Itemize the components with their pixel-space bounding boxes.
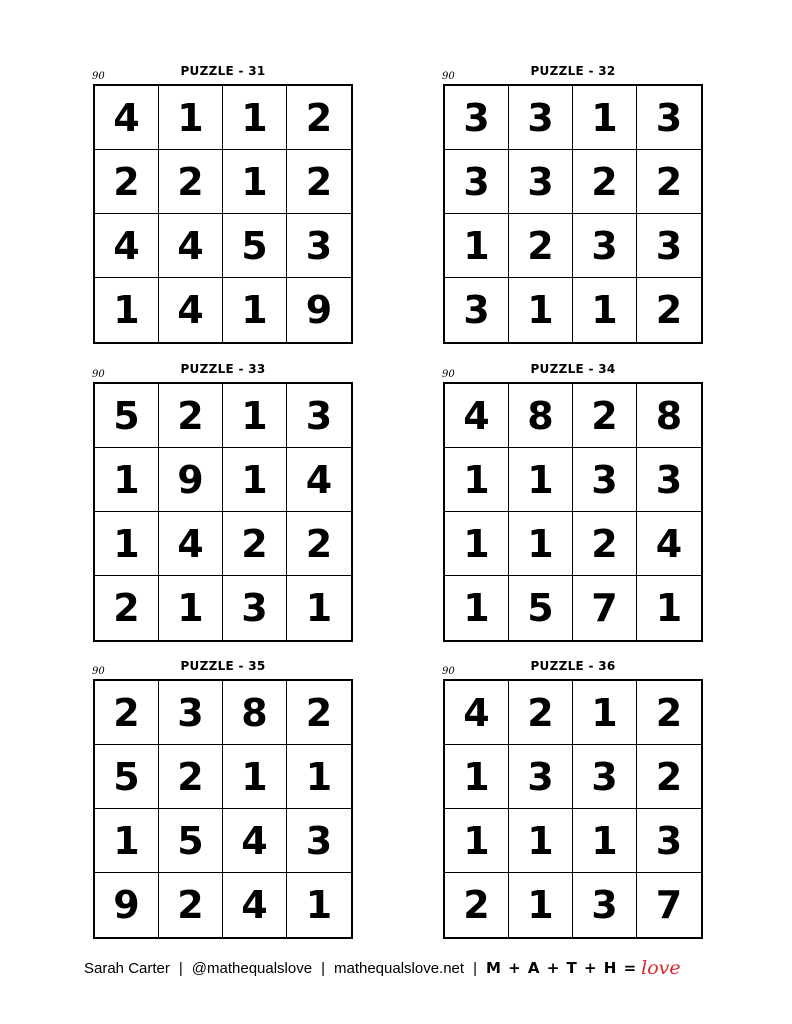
- grid-cell: 1: [445, 745, 509, 809]
- grid-cell: 8: [223, 681, 287, 745]
- target-number: 90: [92, 666, 105, 677]
- grid-cell: 1: [223, 745, 287, 809]
- grid-cell: 2: [287, 86, 351, 150]
- grid-cell: 1: [509, 809, 573, 873]
- grid-cell: 8: [509, 384, 573, 448]
- grid-cell: 3: [509, 86, 573, 150]
- puzzle-36: [443, 659, 703, 939]
- target-number: 90: [442, 666, 455, 677]
- grid-cell: 2: [573, 512, 637, 576]
- number-grid: [93, 679, 353, 939]
- grid-cell: 2: [159, 150, 223, 214]
- number-grid: [93, 84, 353, 344]
- grid-cell: 1: [159, 576, 223, 640]
- puzzle-title: PUZZLE - 32: [530, 64, 616, 78]
- target-number: 90: [92, 369, 105, 380]
- grid-cell: 2: [445, 873, 509, 937]
- grid-cell: 1: [305, 883, 333, 927]
- grid-cell: 4: [637, 512, 701, 576]
- grid-cell: 2: [655, 288, 683, 332]
- grid-cell: 3: [573, 745, 637, 809]
- grid-cell: 2: [637, 745, 701, 809]
- grid-cell: 4: [445, 681, 509, 745]
- puzzle-title: PUZZLE - 35: [180, 659, 266, 673]
- grid-cell: 2: [95, 576, 159, 640]
- grid-cell: 3: [637, 214, 701, 278]
- grid-cell: 1: [223, 278, 287, 342]
- grid-cell: 1: [573, 86, 637, 150]
- puzzle-title: PUZZLE - 36: [530, 659, 616, 673]
- grid-cell: 2: [637, 681, 701, 745]
- grid-cell: 3: [509, 745, 573, 809]
- grid-cell: 3: [573, 448, 637, 512]
- grid-cell: 5: [95, 384, 159, 448]
- grid-cell: 2: [159, 384, 223, 448]
- footer-separator: |: [473, 959, 477, 977]
- grid-cell: 1: [223, 86, 287, 150]
- grid-cell: 2: [287, 150, 351, 214]
- grid-cell: 4: [159, 278, 223, 342]
- grid-cell: 3: [445, 278, 509, 342]
- grid-cell: 1: [573, 809, 637, 873]
- grid-cell: 3: [445, 150, 509, 214]
- number-grid: [443, 84, 703, 344]
- number-grid: [93, 382, 353, 642]
- grid-cell: 4: [445, 384, 509, 448]
- grid-cell: 1: [445, 448, 509, 512]
- grid-cell: 5: [159, 809, 223, 873]
- puzzle-33: [93, 362, 353, 642]
- grid-cell: 2: [223, 512, 287, 576]
- grid-cell: 3: [573, 873, 637, 937]
- grid-cell: 2: [509, 214, 573, 278]
- grid-cell: 1: [509, 873, 573, 937]
- footer-separator: |: [321, 959, 325, 977]
- grid-cell: 3: [637, 448, 701, 512]
- math-equals-love-logo: M + A + T + H =: [485, 959, 638, 977]
- puzzle-34: [443, 362, 703, 642]
- puzzle-35: [93, 659, 353, 939]
- grid-cell: 1: [573, 278, 637, 342]
- grid-cell: 2: [637, 150, 701, 214]
- grid-cell: 2: [95, 681, 159, 745]
- grid-cell: 4: [223, 873, 287, 937]
- puzzle-title: PUZZLE - 33: [180, 362, 266, 376]
- grid-cell: 3: [287, 214, 351, 278]
- target-number: 90: [442, 71, 455, 82]
- grid-cell: 1: [95, 512, 159, 576]
- grid-cell: 4: [223, 809, 287, 873]
- grid-cell: 4: [95, 86, 159, 150]
- grid-cell: 1: [573, 681, 637, 745]
- grid-cell: 1: [95, 278, 159, 342]
- grid-cell: 3: [509, 150, 573, 214]
- number-grid: [443, 679, 703, 939]
- grid-cell: 1: [509, 512, 573, 576]
- grid-cell: 3: [637, 86, 701, 150]
- puzzle-32: [443, 64, 703, 344]
- grid-cell: 5: [95, 745, 159, 809]
- puzzle-title: PUZZLE - 34: [530, 362, 616, 376]
- grid-cell: 2: [287, 512, 351, 576]
- grid-cell: 3: [445, 86, 509, 150]
- grid-cell: 3: [573, 214, 637, 278]
- grid-cell: 1: [445, 809, 509, 873]
- grid-cell: 2: [287, 681, 351, 745]
- grid-cell: 3: [223, 576, 287, 640]
- grid-cell: 1: [223, 448, 287, 512]
- love-script-logo: love: [641, 957, 681, 979]
- grid-cell: 4: [159, 214, 223, 278]
- grid-cell: 1: [509, 448, 573, 512]
- grid-cell: 3: [637, 809, 701, 873]
- grid-cell: 5: [509, 576, 573, 640]
- grid-cell: 2: [159, 745, 223, 809]
- grid-cell: 9: [305, 288, 333, 332]
- footer: [84, 956, 744, 980]
- grid-cell: 3: [287, 809, 351, 873]
- grid-cell: 3: [287, 384, 351, 448]
- grid-cell: 2: [95, 150, 159, 214]
- grid-cell: 1: [95, 448, 159, 512]
- grid-cell: 7: [573, 576, 637, 640]
- grid-cell: 4: [95, 214, 159, 278]
- grid-cell: 3: [159, 681, 223, 745]
- grid-cell: 1: [95, 809, 159, 873]
- puzzle-title: PUZZLE - 31: [180, 64, 266, 78]
- number-grid: [443, 382, 703, 642]
- grid-cell: 8: [637, 384, 701, 448]
- grid-cell: 4: [287, 448, 351, 512]
- grid-cell: 2: [509, 681, 573, 745]
- grid-cell: 2: [159, 873, 223, 937]
- grid-cell: 1: [445, 512, 509, 576]
- grid-cell: 1: [445, 576, 509, 640]
- grid-cell: 1: [509, 278, 573, 342]
- grid-cell: 7: [655, 883, 683, 927]
- grid-cell: 5: [223, 214, 287, 278]
- target-number: 90: [442, 369, 455, 380]
- website-link[interactable]: mathequalslove.net: [333, 959, 465, 977]
- grid-cell: 4: [159, 512, 223, 576]
- grid-cell: 1: [655, 586, 683, 630]
- grid-cell: 1: [223, 150, 287, 214]
- grid-cell: 1: [287, 745, 351, 809]
- footer-separator: |: [178, 959, 183, 977]
- grid-cell: 9: [159, 448, 223, 512]
- target-number: 90: [92, 71, 105, 82]
- grid-cell: 2: [573, 384, 637, 448]
- grid-cell: 1: [445, 214, 509, 278]
- grid-cell: 2: [573, 150, 637, 214]
- author-name: Sarah Carter: [84, 959, 170, 977]
- social-handle[interactable]: @mathequalslove: [191, 959, 313, 977]
- grid-cell: 1: [305, 586, 333, 630]
- grid-cell: 9: [95, 873, 159, 937]
- puzzle-31: [93, 64, 353, 344]
- grid-cell: 1: [159, 86, 223, 150]
- grid-cell: 1: [223, 384, 287, 448]
